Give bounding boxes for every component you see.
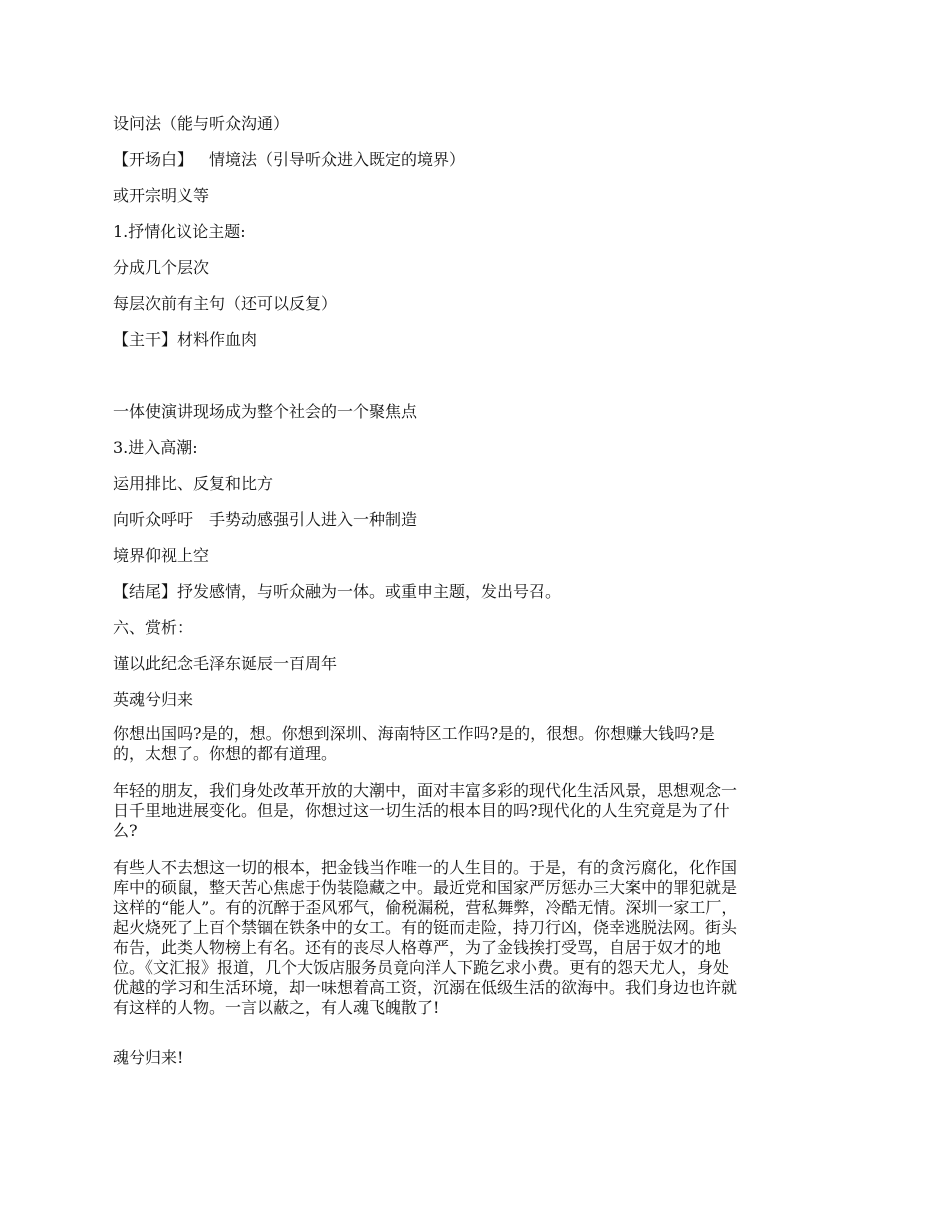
closing-heading: 【结尾】抒发感情，与听众融为一体。或重申主题，发出号召。: [113, 582, 562, 601]
text-line: 一体使演讲现场成为整个社会的一个聚焦点: [113, 402, 418, 421]
paragraph-line: 库中的硕鼠，整天苦心焦虑于伪装隐藏之中。最近党和国家严厉惩办三大案中的罪犯就是: [113, 878, 738, 897]
speech-title: 英魂兮归来: [113, 690, 194, 709]
main-body-heading: 【主干】材料作血肉: [113, 330, 258, 349]
text-line: 设问法（能与听众沟通）: [113, 114, 290, 133]
section-heading: 六、赏析：: [113, 618, 194, 637]
opening-heading: 【开场白】: [113, 150, 194, 169]
paragraph-line: 年轻的朋友，我们身处改革开放的大潮中，面对丰富多彩的现代化生活风景，思想观念一: [113, 781, 738, 800]
text-line: 境界仰视上空: [113, 546, 210, 565]
text-line: 运用排比、反复和比方: [113, 474, 274, 493]
paragraph-line: 有这样的人物。一言以蔽之，有人魂飞魄散了!: [113, 998, 440, 1017]
text-fragment: 手势动感强引人进入一种制造: [209, 510, 418, 529]
text-line: 分成几个层次: [113, 258, 210, 277]
paragraph: [113, 781, 843, 841]
text-line: 或开宗明义等: [113, 186, 210, 205]
paragraph-line: 的，太想了。你想的都有道理。: [113, 744, 338, 763]
closing-line: 魂兮归来!: [113, 1048, 184, 1067]
paragraph-line: 么?: [113, 821, 138, 840]
paragraph-line: 有些人不去想这一切的根本，把金钱当作唯一的人生目的。于是，有的贪污腐化，化作国: [113, 858, 738, 877]
text-line: 每层次前有主句（还可以反复）: [113, 294, 338, 313]
text-line: 3.进入高潮:: [113, 438, 198, 457]
dedication-line: 谨以此纪念毛泽东诞辰一百周年: [113, 654, 338, 673]
paragraph-line: 起火烧死了上百个禁锢在铁条中的女工。有的铤而走险，持刀行凶，侥幸逃脱法网。街头: [113, 918, 738, 937]
paragraph-line: 这样的“能人”。有的沉醉于歪风邪气，偷税漏税，营私舞弊，冷酷无情。深圳一家工厂，: [113, 898, 738, 917]
paragraph-line: 日千里地进展变化。但是，你想过这一切生活的根本目的吗?现代化的人生究竟是为了什: [113, 801, 730, 820]
paragraph: [113, 724, 843, 764]
paragraph-line: 你想出国吗?是的，想。你想到深圳、海南特区工作吗?是的，很想。你想赚大钱吗?是: [113, 724, 715, 743]
text-line: [113, 150, 465, 170]
text-line: [113, 510, 417, 530]
paragraph: [113, 858, 843, 1018]
paragraph-line: 布告，此类人物榜上有名。还有的丧尽人格尊严，为了金钱挨打受骂，自居于奴才的地: [113, 938, 722, 957]
paragraph-line: 位。《文汇报》报道，几个大饭店服务员竟向洋人下跪乞求小费。更有的怨天尤人，身处: [113, 958, 730, 977]
paragraph-line: 优越的学习和生活环境，却一味想着高工资，沉溺在低级生活的欲海中。我们身边也许就: [113, 978, 738, 997]
text-fragment: 向听众呼吁: [113, 510, 194, 529]
text-fragment: 情境法（引导听众进入既定的境界）: [209, 150, 466, 169]
text-line: 1.抒情化议论主题:: [113, 222, 246, 241]
